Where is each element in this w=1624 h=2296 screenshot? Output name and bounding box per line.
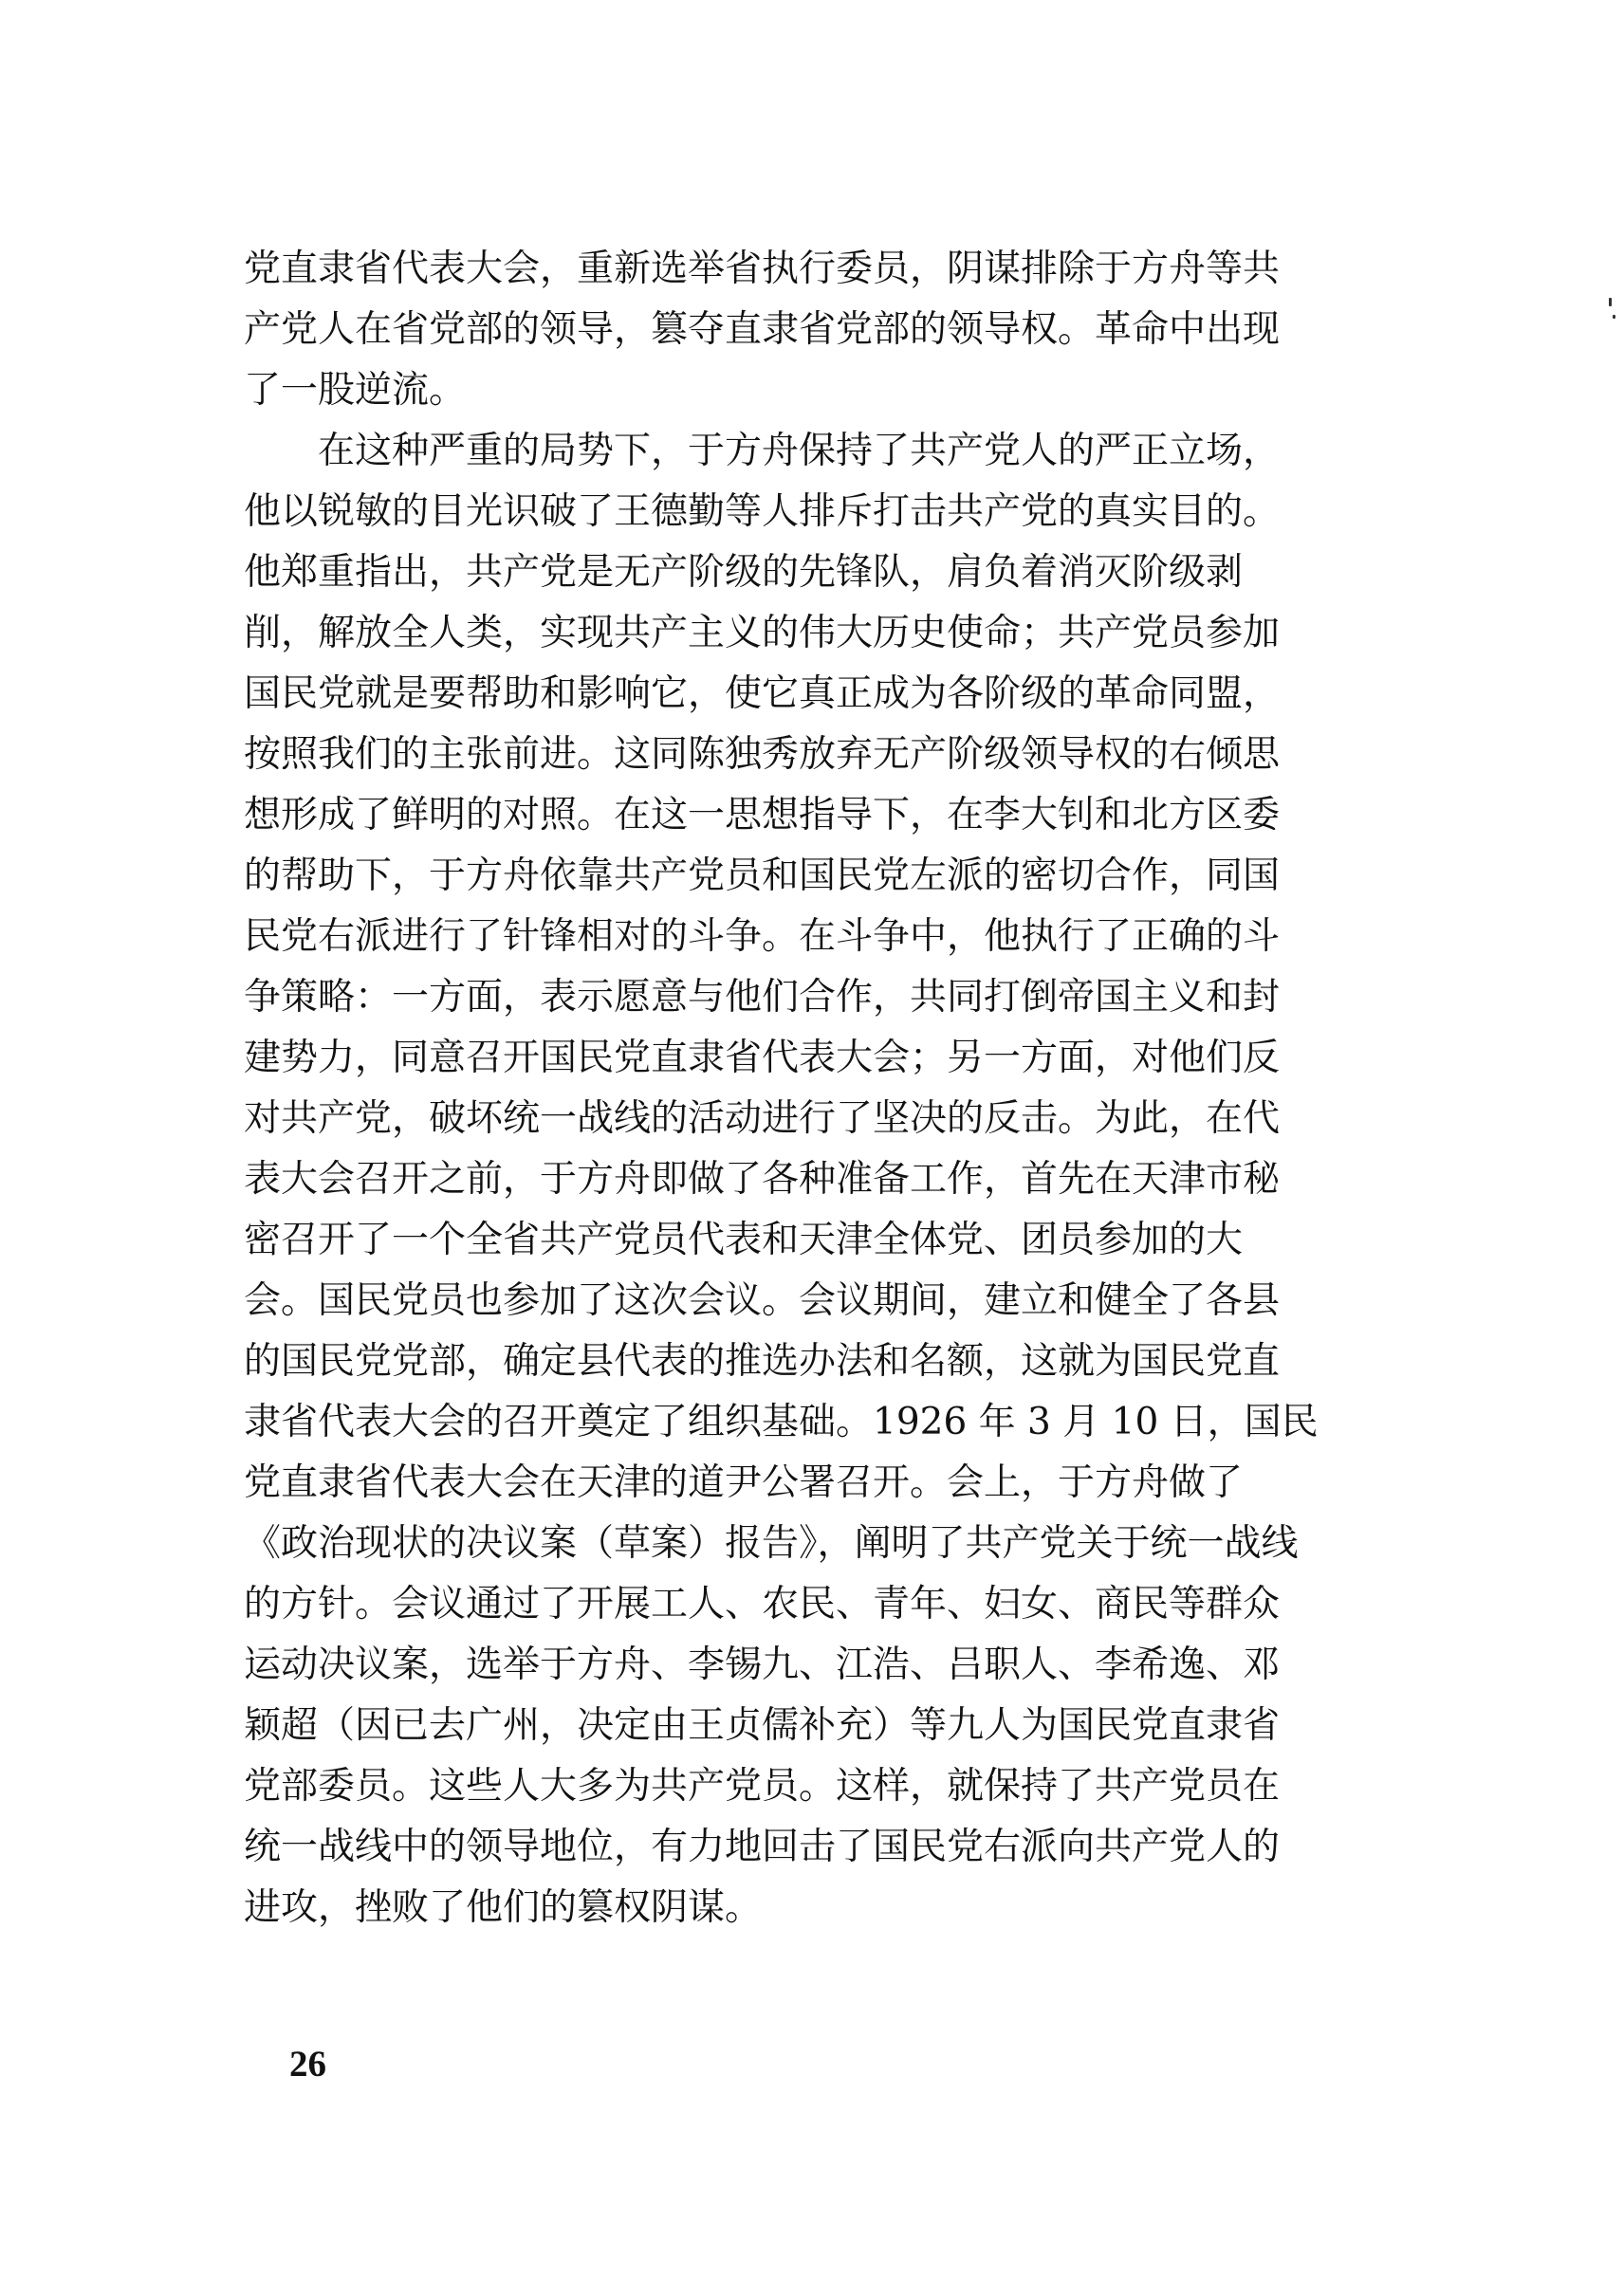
text-line: 《政治现状的决议案（草案）报告》，阐明了共产党关于统一战线 (244, 1522, 1299, 1565)
text-line: 颖超（因已去广州，决定由王贞儒补充）等九人为国民党直隶省 (244, 1704, 1281, 1747)
page-number: 26 (289, 2044, 326, 2085)
text-line: 他以锐敏的目光识破了王德勤等人排斥打击共产党的真实目的。 (244, 490, 1281, 533)
text-line: 削，解放全人类，实现共产主义的伟大历史使命；共产党员参加 (244, 612, 1281, 654)
text-line: 党直隶省代表大会，重新选举省执行委员，阴谋排除于方舟等共 (244, 248, 1281, 290)
text-line: 民党右派进行了针锋相对的斗争。在斗争中，他执行了正确的斗 (244, 915, 1281, 958)
text-line: 运动决议案，选举于方舟、李锡九、江浩、吕职人、李希逸、邓 (244, 1644, 1281, 1686)
text-line: 想形成了鲜明的对照。在这一思想指导下，在李大钊和北方区委 (244, 794, 1281, 836)
text-line: 隶省代表大会的召开奠定了组织基础。1926 年 3 月 10 日，国民 (244, 1401, 1319, 1443)
text-line: 产党人在省党部的领导，篡夺直隶省党部的领导权。革命中出现 (244, 308, 1281, 351)
text-line: 的方针。会议通过了开展工人、农民、青年、妇女、商民等群众 (244, 1583, 1281, 1626)
text-line: 建势力，同意召开国民党直隶省代表大会；另一方面，对他们反 (244, 1037, 1281, 1079)
text-line: 他郑重指出，共产党是无产阶级的先锋队，肩负着消灭阶级剥 (244, 551, 1244, 594)
text-line: 党部委员。这些人大多为共产党员。这样，就保持了共产党员在 (244, 1765, 1281, 1808)
body-text (244, 239, 1396, 1938)
text-line: 表大会召开之前，于方舟即做了各种准备工作，首先在天津市秘 (244, 1158, 1281, 1201)
text-line: 的帮助下，于方舟依靠共产党员和国民党左派的密切合作，同国 (244, 854, 1281, 897)
scan-speck (1609, 298, 1612, 306)
text-line: 按照我们的主张前进。这同陈独秀放弃无产阶级领导权的右倾思 (244, 733, 1281, 776)
text-line: 国民党就是要帮助和影响它，使它真正成为各阶级的革命同盟， (244, 672, 1281, 715)
text-line: 党直隶省代表大会在天津的道尹公署召开。会上，于方舟做了 (244, 1461, 1244, 1504)
text-line: 密召开了一个全省共产党员代表和天津全体党、团员参加的大 (244, 1219, 1244, 1261)
text-line: 统一战线中的领导地位，有力地回击了国民党右派向共产党人的 (244, 1826, 1281, 1868)
text-line: 进攻，挫败了他们的篡权阴谋。 (244, 1886, 763, 1929)
text-line: 的国民党党部，确定县代表的推选办法和名额，这就为国民党直 (244, 1340, 1281, 1383)
text-line: 争策略：一方面，表示愿意与他们合作，共同打倒帝国主义和封 (244, 976, 1281, 1019)
scan-speck (1613, 315, 1615, 319)
text-line: 会。国民党员也参加了这次会议。会议期间，建立和健全了各县 (244, 1279, 1281, 1322)
text-line: 了一股逆流。 (244, 369, 467, 412)
text-line: 对共产党，破坏统一战线的活动进行了坚决的反击。为此，在代 (244, 1097, 1281, 1140)
text-line: 在这种严重的局势下，于方舟保持了共产党人的严正立场， (244, 430, 1281, 472)
